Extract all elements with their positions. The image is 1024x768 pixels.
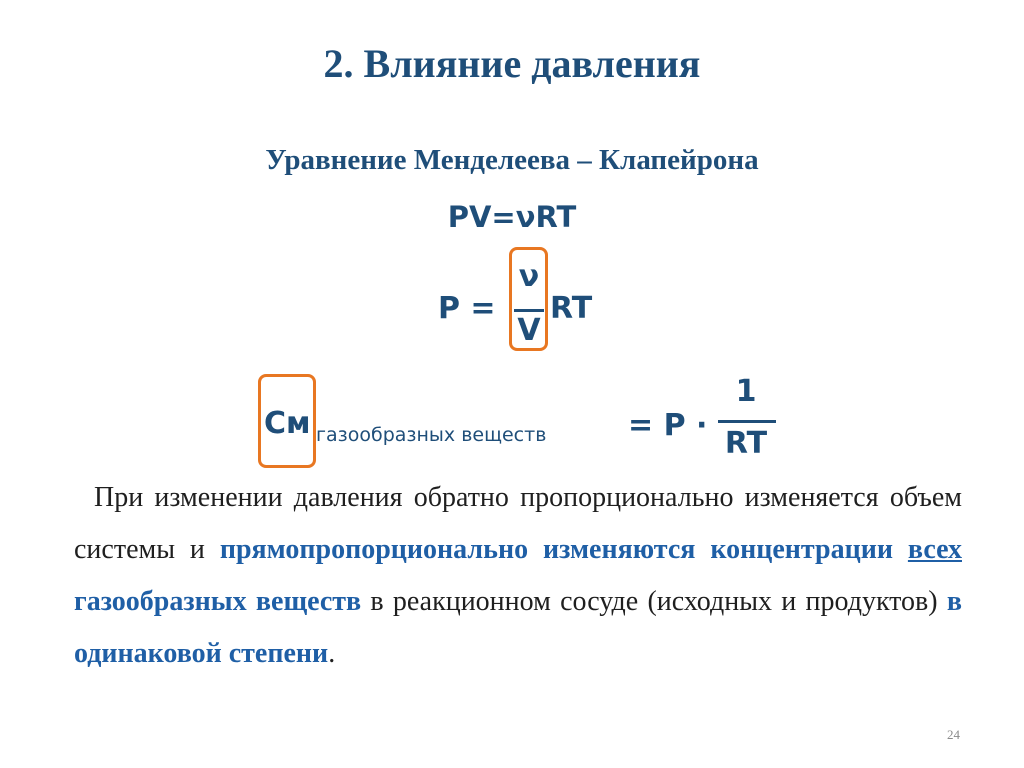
paragraph-text-2: в реакционном сосуде (исходных и продуктов)	[361, 586, 947, 617]
fraction-denominator-rt: RT	[724, 426, 768, 461]
fraction-denominator-v: V	[517, 313, 541, 348]
equation-ideal-gas: PV=νRT	[447, 200, 577, 234]
fraction-bar	[514, 309, 544, 312]
paragraph-highlight-3: в одинаковой степени	[74, 586, 962, 669]
page-number: 24	[947, 727, 960, 742]
concentration-symbol: Cм	[264, 406, 311, 441]
fraction-bar	[718, 420, 776, 423]
equation-concentration-middle: = P ·	[628, 408, 708, 443]
fraction-numerator-one: 1	[735, 374, 757, 409]
slide-title: 2. Влияние давления	[323, 41, 701, 86]
paragraph-highlight-1: прямопропорционально изменяются концентрации	[219, 534, 908, 565]
equation-pressure	[0, 255, 1024, 355]
equation-pressure-lhs: P =	[438, 291, 496, 326]
paragraph-highlight-underlined: всех	[907, 534, 962, 565]
slide-subtitle: Уравнение Менделеева – Клапейрона	[265, 144, 759, 176]
concentration-subscript: газообразных веществ	[316, 424, 547, 446]
equation-concentration	[0, 370, 1024, 470]
explanation-paragraph	[74, 472, 962, 680]
paragraph-highlight-2: газообразных веществ	[74, 586, 362, 617]
paragraph-text-1: При изменении давления обратно пропорционально изменяется объем системы и	[74, 482, 962, 565]
equation-pressure-rhs: RT	[550, 291, 593, 326]
fraction-numerator-nu: ν	[518, 259, 540, 294]
paragraph-text-3: .	[328, 638, 336, 669]
